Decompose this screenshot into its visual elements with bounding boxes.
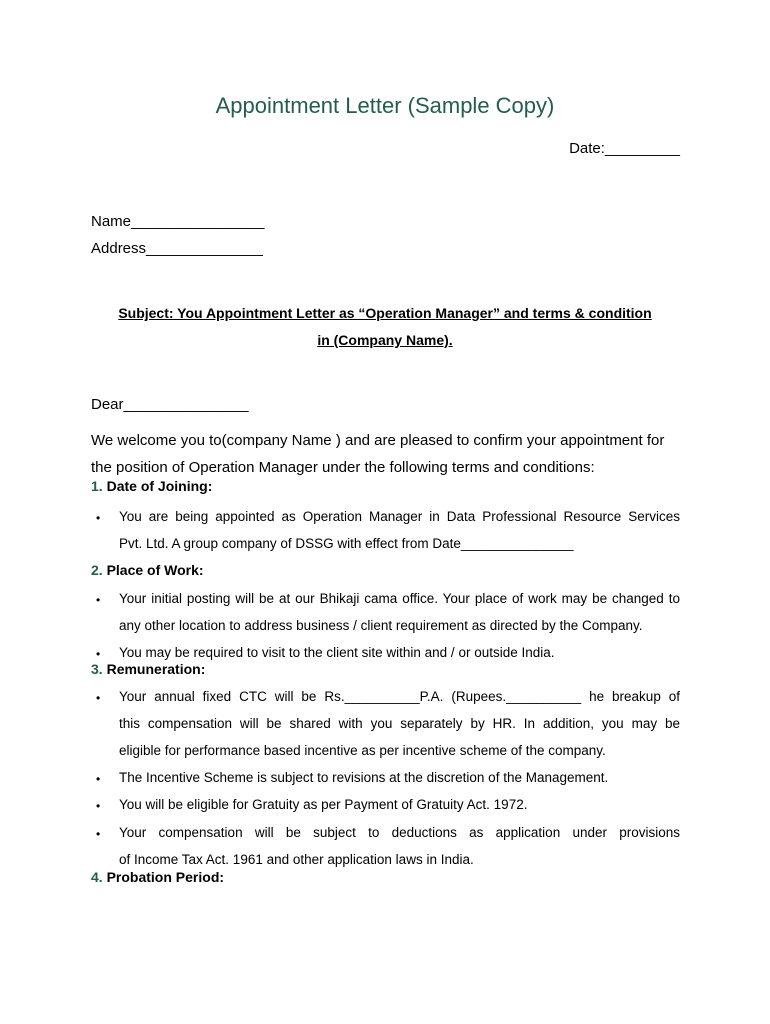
section-title: Remuneration: <box>106 661 206 677</box>
section-title: Date of Joining: <box>106 478 213 494</box>
section-heading-place-of-work <box>91 562 204 578</box>
bullet-icon: • <box>96 593 101 607</box>
intro-line-1: We welcome you to(company Name ) and are pleased to confirm your appointment for <box>91 432 665 449</box>
list-item-line: this compensation will be shared with you separately by HR. In addition, you may be <box>119 716 680 731</box>
bullet-icon: • <box>96 511 101 525</box>
section-title: Place of Work: <box>106 562 204 578</box>
salutation: Dear_______________ <box>91 396 249 413</box>
list-item-line: Your annual fixed CTC will be Rs.__________P.A. (Rupees.__________ he breakup of <box>119 689 680 704</box>
section-heading-date-of-joining <box>91 478 212 494</box>
section-number: 1. <box>91 478 103 494</box>
section-heading-remuneration <box>91 661 205 677</box>
bullet-icon: • <box>96 647 101 661</box>
date-field: Date:_________ <box>569 140 680 157</box>
list-item-line: Your initial posting will be at our Bhikaji cama office. Your place of work may be changed to <box>119 591 680 606</box>
list-item-line: Pvt. Ltd. A group company of DSSG with effect from Date_______________ <box>119 536 574 551</box>
intro-line-2: the position of Operation Manager under the following terms and conditions: <box>91 459 595 476</box>
list-item-line: The Incentive Scheme is subject to revisions at the discretion of the Management. <box>119 770 609 785</box>
subject-line-1: Subject: You Appointment Letter as “Operation Manager” and terms & condition <box>118 305 652 321</box>
list-item-line: Your compensation will be subject to deductions as application under provisions <box>119 825 680 840</box>
list-item-line: of Income Tax Act. 1961 and other application laws in India. <box>119 852 474 867</box>
list-item-line: You are being appointed as Operation Manager in Data Professional Resource Services <box>119 509 680 524</box>
list-item-line: You will be eligible for Gratuity as per Payment of Gratuity Act. 1972. <box>119 797 528 812</box>
section-heading-probation-period <box>91 869 224 885</box>
bullet-icon: • <box>96 772 101 786</box>
address-field: Address______________ <box>91 240 263 257</box>
section-number: 4. <box>91 869 103 885</box>
name-field: Name________________ <box>91 213 265 230</box>
bullet-icon: • <box>96 691 101 705</box>
subject-line-2: in (Company Name). <box>317 332 453 348</box>
bullet-icon: • <box>96 799 101 813</box>
bullet-icon: • <box>96 827 101 841</box>
list-item-line: any other location to address business / client requirement as directed by the Company. <box>119 618 643 633</box>
document-title: Appointment Letter (Sample Copy) <box>215 93 555 118</box>
section-title: Probation Period: <box>106 869 225 885</box>
section-number: 3. <box>91 661 103 677</box>
section-number: 2. <box>91 562 103 578</box>
list-item-line: You may be required to visit to the client site within and / or outside India. <box>119 645 555 660</box>
list-item-line: eligible for performance based incentive as per incentive scheme of the company. <box>119 743 606 758</box>
